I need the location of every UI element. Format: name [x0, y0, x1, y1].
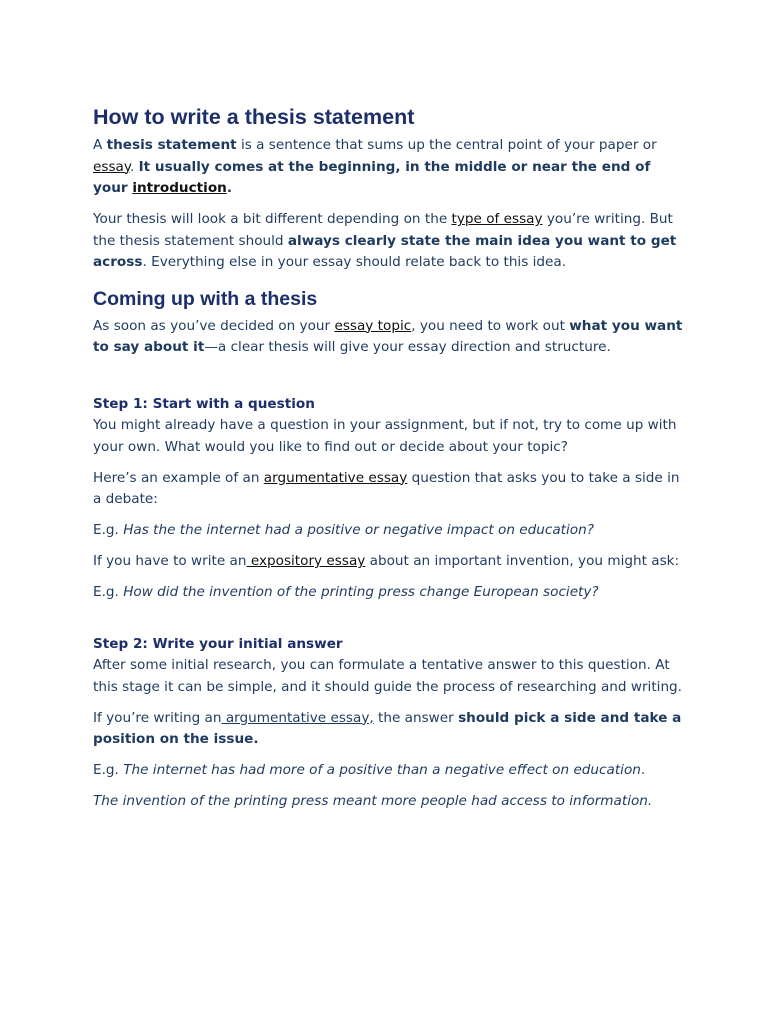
- step1-paragraph-3: [93, 551, 683, 573]
- text-run: you’re writing. But the thesis statement should: [93, 211, 673, 249]
- step1-example-1: [93, 520, 683, 542]
- example-prefix: E.g.: [93, 522, 124, 538]
- essay-topic-link[interactable]: essay topic: [334, 317, 412, 334]
- example-prefix: E.g.: [93, 584, 124, 600]
- example-text: The invention of the printing press meant more people had access to information.: [93, 793, 653, 809]
- text-run: about an important invention, you might ask:: [365, 553, 680, 569]
- text-run: .: [129, 158, 139, 175]
- step1-example-2: [93, 582, 683, 604]
- bold-text: thesis statement: [106, 137, 237, 153]
- step1-paragraph-2: [93, 468, 683, 511]
- step1-paragraph-1: You might already have a question in your assignment, but if not, try to come up with your own. What would you like to find out or decide about your topic?: [93, 417, 677, 455]
- essay-link[interactable]: essay: [93, 158, 130, 175]
- step1-heading: Step 1: Start with a question: [93, 395, 315, 412]
- type-of-essay-link[interactable]: type of essay: [451, 211, 543, 227]
- step2-paragraph-1: After some initial research, you can formulate a tentative answer to this question. At this stage it can be simple, and it should guide the process of researching and writing.: [93, 657, 683, 695]
- step2-example-1: [93, 760, 683, 782]
- text-run: , you need to work out: [411, 317, 570, 334]
- bold-text: what you want to say about it: [93, 317, 683, 355]
- introduction-link[interactable]: introduction: [132, 180, 227, 196]
- expository-essay-link[interactable]: expository essay: [246, 553, 366, 569]
- document-content: [93, 103, 683, 813]
- bold-text: .: [226, 180, 233, 196]
- argumentative-essay-link-2[interactable]: argumentative essay,: [221, 709, 374, 726]
- example-text: How did the invention of the printing press change European society?: [123, 584, 599, 600]
- bold-text: should pick a side and take a position on the issue.: [93, 709, 682, 747]
- text-run: As soon as you’ve decided on your: [93, 317, 335, 334]
- bold-text: It usually comes at the beginning, in the middle or near the end of your: [93, 158, 651, 196]
- text-run: Your thesis will look a bit different depending on the: [93, 211, 452, 227]
- example-prefix: E.g.: [93, 762, 124, 778]
- bold-text: always clearly state the main idea you want to get across: [93, 232, 677, 270]
- page-title: How to write a thesis statement: [93, 105, 415, 129]
- example-text: The internet has had more of a positive than a negative effect on education: [123, 762, 641, 778]
- text-run: .: [640, 762, 646, 778]
- text-run: Here’s an example of an: [93, 469, 264, 486]
- step2-heading: Step 2: Write your initial answer: [93, 635, 343, 652]
- example-text: Has the the internet had a positive or negative impact on education?: [123, 522, 594, 538]
- text-run: is a sentence that sums up the central point of your paper or: [236, 137, 657, 153]
- text-run: the answer: [373, 709, 459, 726]
- text-run: If you have to write an: [93, 553, 247, 569]
- text-run: . Everything else in your essay should relate back to this idea.: [142, 254, 567, 270]
- section-heading-coming-up: Coming up with a thesis: [93, 287, 318, 310]
- argumentative-essay-link[interactable]: argumentative essay: [263, 469, 408, 486]
- step2-example-2: [93, 791, 683, 813]
- text-run: A: [93, 137, 107, 153]
- intro-paragraph-2: [93, 209, 683, 274]
- intro-paragraph-1: [93, 135, 683, 200]
- section2-paragraph: [93, 316, 683, 359]
- step2-paragraph-2: [93, 708, 683, 751]
- text-run: —a clear thesis will give your essay direction and structure.: [204, 339, 611, 355]
- text-run: question that asks you to take a side in a debate:: [93, 469, 680, 507]
- text-run: If you’re writing an: [93, 709, 222, 726]
